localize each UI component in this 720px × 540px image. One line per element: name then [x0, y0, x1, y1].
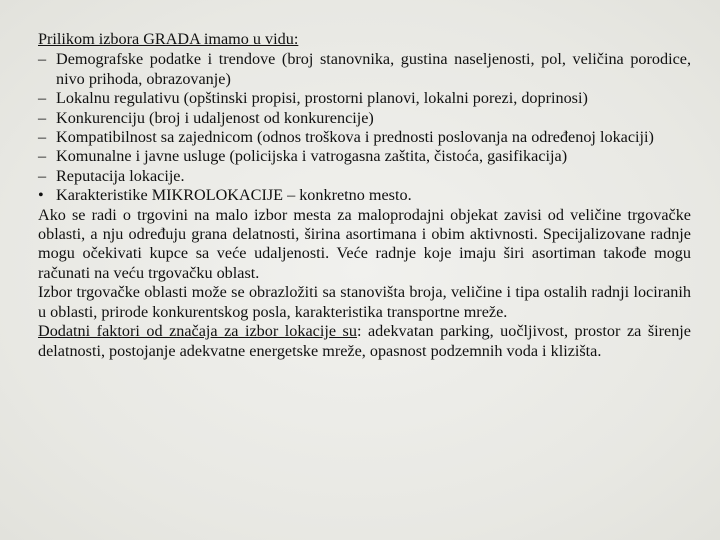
additional-factors-heading: Dodatni faktori od značaja za izbor lokacije su	[38, 322, 357, 341]
paragraph-trade-area: Izbor trgovačke oblasti može se obrazložiti sa stanovišta broja, veličine i tipa ostalih radnji lociranih u oblasti, prirode konkurentskog posla, karakteristika transportne mreže.	[38, 283, 691, 321]
dash-item-regulation: – Lokalnu regulativu (opštinski propisi, prostorni planovi, lokalni porezi, doprinosi)	[38, 89, 691, 108]
dash-item-compatibility: – Kompatibilnost sa zajednicom (odnos troškova i prednosti poslovanja na određenoj lokaciji)	[38, 128, 691, 147]
section-title: Prilikom izbora GRADA imamo u vidu:	[38, 30, 299, 48]
additional-factors-text: : adekvatan parking, uočljivost, prostor za širenje delatnosti, postojanje adekvatne energetske mreže, opasnost podzemnih voda i klizišta.	[38, 322, 691, 360]
dash-item-competition: – Konkurenciju (broj i udaljenost od konkurencije)	[38, 109, 691, 128]
bullet-microlocation	[38, 186, 691, 205]
paragraph-additional-factors	[38, 322, 691, 361]
dash-item-demographics: – Demografske podatke i trendove (broj stanovnika, gustina naseljenosti, pol, veličina porodice, nivo prihoda, obrazovanje)	[38, 50, 691, 89]
dash-item-reputation: – Reputacija lokacije.	[38, 167, 691, 186]
bullet-dot-icon: •	[38, 186, 44, 205]
dash-item-utilities: – Komunalne i javne usluge (policijska i vatrogasna zaštita, čistoća, gasifikacija)	[38, 147, 691, 166]
paragraph-retail: Ako se radi o trgovini na malo izbor mesta za maloprodajni objekat zavisi od veličine trgovačke oblasti, a nju određuju grana delatnosti, širina asortimana i obim aktivnosti. Specijalizovane radnje mogu očekivati kupce sa veće udaljenosti. Veće radnje koje imaju širi asortiman takođe mogu računati na veću trgovačku oblast.	[38, 205, 691, 282]
bullet-text: Karakteristike MIKROLOKACIJE – konkretno mesto.	[56, 186, 412, 205]
slide-content	[38, 30, 691, 361]
